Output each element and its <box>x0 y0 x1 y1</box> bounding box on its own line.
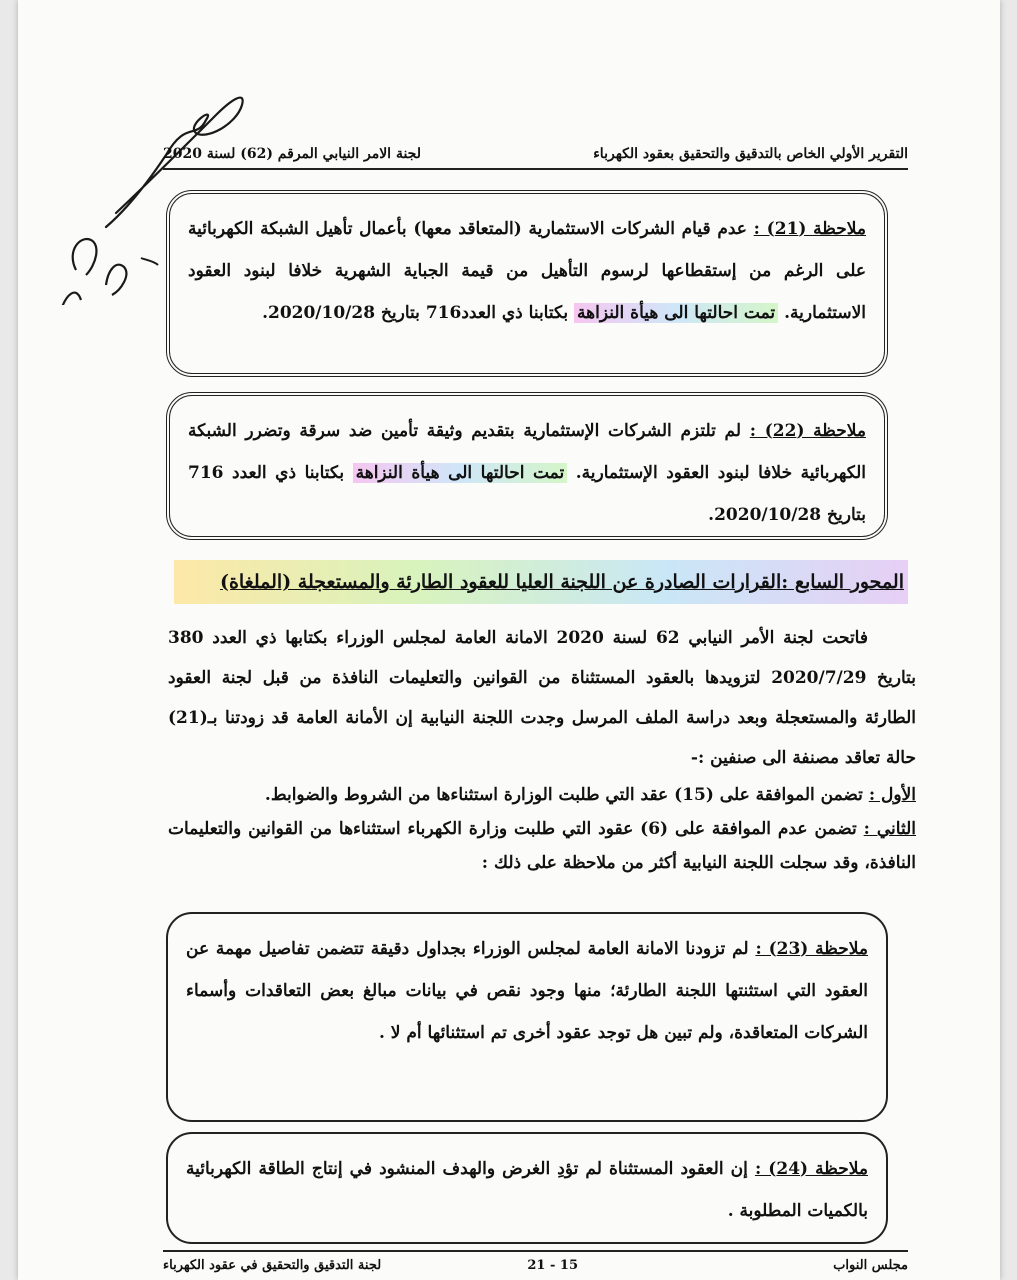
page-number: 15 - 21 <box>527 1258 578 1273</box>
note-text: إن العقود المستثناة لم تؤدِ الغرض والهدف المنشود في إنتاج الطاقة الكهربائية بالكميات المطلوبة . <box>186 1159 868 1221</box>
category-text: تضمن عدم الموافقة على (6) عقود التي طلبت وزارة الكهرباء استثناءها من القوانين والتعليمات النافذة، وقد سجلت اللجنة النيابية أكثر من ملاحظة على ذلك : <box>168 819 916 873</box>
note-23-box <box>166 912 888 1122</box>
note-tail: بكتابنا ذي العدد 716 بتاريخ 2020/10/28. <box>188 463 866 525</box>
note-label: ملاحظة (24) : <box>754 1159 868 1179</box>
note-21-box <box>166 190 888 377</box>
note-24-box <box>166 1132 888 1244</box>
note-label: ملاحظة (21) : <box>753 219 866 239</box>
header-report-title: التقرير الأولي الخاص بالتدقيق والتحقيق بعقود الكهرباء <box>593 146 908 162</box>
footer-committee: لجنة التدقيق والتحقيق في عقود الكهرباء <box>163 1258 382 1273</box>
note-text: لم تلتزم الشركات الإستثمارية بتقديم وثيقة تأمين ضد سرقة وتضرر الشبكة الكهربائية خلافا لبنود العقود الإستثمارية. <box>188 421 867 483</box>
footer-parliament: مجلس النواب <box>833 1258 908 1273</box>
category-first <box>168 778 916 812</box>
category-label: الثاني : <box>863 819 917 839</box>
category-label: الأول : <box>868 785 916 805</box>
note-highlight: تمت احالتها الى هيأة النزاهة <box>574 303 778 323</box>
category-text: تضمن الموافقة على (15) عقد التي طلبت الوزارة استثناءها من الشروط والضوابط. <box>264 785 863 805</box>
note-text: عدم قيام الشركات الاستثمارية (المتعاقد معها) بأعمال تأهيل الشبكة الكهربائية على الرغم من إستقطاعها لرسوم التأهيل من قيمة الجباية الشهرية خلافا لبنود العقود الاستثمارية. <box>188 219 866 323</box>
intro-text: فاتحت لجنة الأمر النيابي 62 لسنة 2020 الامانة العامة لمجلس الوزراء بكتابها ذي العدد 380 بتاريخ 2020/7/29 لتزويدها بالعقود المستثناة من القوانين والتعليمات النافذة من قبل لجنة العقود الطارئة والمستعجلة وبعد دراسة الملف المرسل وجدت اللجنة النيابية إن الأمانة العامة قد زودتنا بـ(21) حالة تعاقد مصنفة الى صنفين :- <box>168 628 916 768</box>
intro-paragraph <box>168 618 916 778</box>
page-footer <box>163 1250 908 1274</box>
note-text: لم تزودنا الامانة العامة لمجلس الوزراء بجداول دقيقة تتضمن تفاصيل مهمة عن العقود التي استثنتها اللجنة الطارئة؛ منها وجود نقص في بيانات مبالغ بعض التعاقدات وأسماء الشركات المتعاقدة، ولم تبين هل توجد عقود أخرى تم استثنائها أم لا . <box>186 939 868 1043</box>
page-header <box>163 142 908 170</box>
note-label: ملاحظة (22) : <box>749 421 866 441</box>
section-title: المحور السابع :القرارات الصادرة عن اللجنة العليا للعقود الطارئة والمستعجلة (الملغاة) <box>174 560 908 604</box>
note-label: ملاحظة (23) : <box>755 939 868 959</box>
note-22-box <box>166 392 888 540</box>
category-second <box>168 812 916 880</box>
categories-block <box>168 778 916 880</box>
header-committee: لجنة الامر النيابي المرقم (62) لسنة 2020 <box>163 146 421 162</box>
note-tail: بكتابنا ذي العدد716 بتاريخ 2020/10/28. <box>262 303 569 323</box>
note-highlight: تمت احالتها الى هيأة النزاهة <box>353 463 568 483</box>
document-page <box>18 0 1000 1280</box>
